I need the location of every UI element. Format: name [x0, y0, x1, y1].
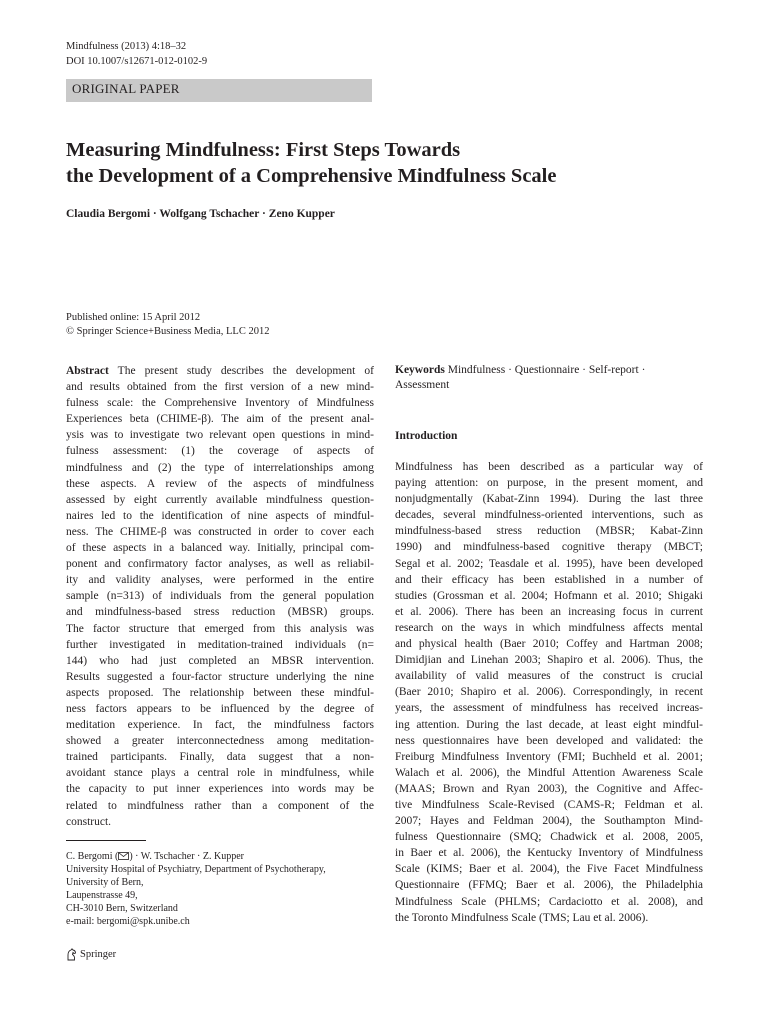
published-date: Published online: 15 April 2012: [66, 312, 201, 323]
keywords-list: Mindfulness · Questionnaire · Self-report ·: [444, 364, 646, 376]
keywords-label: Keywords: [395, 364, 445, 376]
abstract-line: Abstract The present study describes the development of: [66, 365, 374, 377]
abstract-line: naires led to the identification of nine aspects of mindful-: [66, 509, 374, 522]
envelope-icon[interactable]: [118, 852, 129, 860]
affiliation-line: CH-3010 Bern, Switzerland: [66, 903, 178, 915]
intro-line: Mindfulness has been described as a particular way of: [395, 461, 703, 473]
intro-line: availability of valid measures of the construct is crucial: [395, 670, 703, 683]
intro-line: years, the assessment of mindfulness has received increas-: [395, 702, 703, 715]
abstract-line: of these aspects in a balanced way. Initially, principal com-: [66, 542, 374, 555]
abstract-line: trained participants. Finally, data suggest that a non-: [66, 751, 374, 764]
article-type-banner: ORIGINAL PAPER: [66, 79, 372, 102]
title-line-1: Measuring Mindfulness: First Steps Towards: [66, 139, 461, 161]
abstract-line: The factor structure that emerged from this analysis was: [66, 622, 374, 635]
abstract-label: Abstract: [66, 365, 109, 377]
intro-line: ing attention. During the last decade, at least eight mindful-: [395, 718, 703, 731]
intro-line: and physical health (Baer 2010; Coffey and Hartman 2008;: [395, 638, 703, 651]
intro-line: Questionnaire (FFMQ; Baer et al. 2006), the Philadelphia: [395, 879, 703, 892]
intro-line: ness questionnaires have been developed and validated: the: [395, 734, 703, 747]
affiliation-line: University of Bern,: [66, 877, 144, 889]
abstract-line: fulness scale: the Comprehensive Inventory of Mindfulness: [66, 397, 374, 410]
abstract: [66, 363, 374, 830]
publication-info: [66, 311, 269, 339]
abstract-line: and results obtained from the first version of a new mind-: [66, 381, 374, 394]
abstract-line: Experiences beta (CHIME-β). The aim of the present anal-: [66, 413, 374, 426]
author-list: Claudia Bergomi · Wolfgang Tschacher · Zeno Kupper: [66, 208, 335, 220]
affiliation-line: University Hospital of Psychiatry, Department of Psychotherapy,: [66, 864, 326, 876]
intro-line: Walach et al. 2006), the Mindful Attention Awareness Scale: [395, 766, 703, 779]
abstract-line: ponent and confirmatory factor analyses, as well as reliabil-: [66, 558, 374, 571]
doi[interactable]: DOI 10.1007/s12671-012-0102-9: [66, 56, 208, 67]
intro-line: fulness Questionnaire (SMQ; Chadwick et al. 2008, 2005,: [395, 831, 703, 844]
abstract-line: Results suggested a four-factor structure underlying the nine: [66, 670, 374, 683]
intro-line: the Toronto Mindfulness Scale (TMS; Lau et al. 2006).: [395, 911, 649, 924]
abstract-line: aspects proposed. The relationship between these mindful-: [66, 686, 374, 699]
abstract-line: ness. The CHIME-β was constructed in order to cover each: [66, 525, 374, 538]
abstract-line: ysis was to investigate two relevant open questions in mind-: [66, 429, 374, 442]
footnote-rule: [66, 840, 146, 841]
intro-line: in Baer et al. 2006), the Kentucky Inventory of Mindfulness: [395, 847, 703, 860]
intro-line: decades, several mindfulness-oriented interventions, such as: [395, 509, 703, 522]
author-affiliation: [66, 850, 326, 929]
copyright-notice: © Springer Science+Business Media, LLC 2012: [66, 326, 270, 337]
intro-line: mindfulness-based stress reduction (MBSR; Kabat-Zinn: [395, 525, 703, 538]
abstract-line: these aspects. A review of the aspects of mindfulness: [66, 477, 374, 490]
publisher-name: Springer: [80, 949, 117, 960]
abstract-line: further investigated in meditation-trained individuals (n=: [66, 638, 374, 651]
abstract-line: avoidant stance plays a central role in mindfulness, while: [66, 767, 374, 780]
intro-line: (MAAS; Brown and Ryan 2003), the Cognitive and Affec-: [395, 782, 703, 795]
abstract-line: and mindfulness-based stress reduction (MBSR) groups.: [66, 606, 374, 619]
intro-line: tive Mindfulness Scale-Revised (CAMS-R; Feldman et al.: [395, 798, 703, 811]
intro-line: et al. 2006). There has been an increasing focus in current: [395, 605, 703, 618]
intro-line: research on the ways in which mindfulness affects mental: [395, 621, 703, 634]
abstract-line: mindfulness and (2) the type of interrelationships among: [66, 461, 374, 474]
correspondence-line: C. Bergomi ( ) · W. Tschacher · Z. Kupper: [66, 851, 244, 862]
abstract-line: construct.: [66, 815, 112, 828]
email-line[interactable]: e-mail: bergomi@spk.unibe.ch: [66, 916, 190, 928]
intro-line: 1990) and mindfulness-based cognitive therapy (MBCT;: [395, 541, 703, 554]
abstract-line: showed a greater interconnectedness among meditation-: [66, 735, 374, 748]
springer-horse-icon: [66, 948, 77, 961]
paper-title: [66, 137, 706, 189]
intro-line: Freiburg Mindfulness Inventory (FMI; Buchheld et al. 2001;: [395, 750, 703, 763]
abstract-line: ity and validity analyses, were performed in the entire: [66, 574, 374, 587]
intro-line: nonjudgmentally (Kabat-Zinn 1994). During the last three: [395, 493, 703, 506]
intro-line: paying attention: on purpose, in the present moment, and: [395, 477, 703, 490]
intro-line: Segal et al. 2002; Teasdale et al. 1995), have been developed: [395, 557, 703, 570]
intro-line: Dimidjian and Linehan 2003; Shapiro et al. 2006). Thus, the: [395, 654, 703, 667]
intro-line: (Baer 2010; Shapiro et al. 2006). Correspondingly, in recent: [395, 686, 703, 699]
intro-line: Scale (KIMS; Baer et al. 2004), the Five Facet Mindfulness: [395, 863, 703, 876]
abstract-line: meditation experience. In fact, the mindfulness factors: [66, 719, 374, 732]
introduction-body: [395, 459, 703, 926]
intro-line: studies (Grossman et al. 2004; Hofmann et al. 2010; Shigaki: [395, 589, 703, 602]
intro-line: Mindfulness Scale (PHLMS; Cardaciotto et al. 2008), and: [395, 895, 703, 908]
keywords-list-cont: Assessment: [395, 379, 450, 391]
intro-line: 2007; Hayes and Feldman 2004), the Southampton Mind-: [395, 815, 703, 828]
abstract-line: fulness assessment: (1) the coverage of aspects of: [66, 445, 374, 458]
abstract-line: the capacity to put inner experiences into words may be: [66, 783, 374, 796]
publisher-footer: [66, 948, 116, 961]
title-line-2: the Development of a Comprehensive Mindfulness Scale: [66, 165, 557, 187]
abstract-line: related to mindfulness rather than a component of the: [66, 799, 374, 812]
abstract-line: 144) who had just completed an MBSR intervention.: [66, 654, 374, 667]
abstract-line: assessed by eight currently available mindfulness question-: [66, 493, 374, 506]
abstract-line: sample (n=313) of individuals from the general population: [66, 590, 374, 603]
section-heading-introduction: Introduction: [395, 430, 458, 442]
abstract-line: ness factors appears to be influenced by the degree of: [66, 702, 374, 715]
affiliation-line: Laupenstrasse 49,: [66, 890, 138, 902]
intro-line: and their efficacy has been established in a number of: [395, 573, 703, 586]
keywords: [395, 363, 695, 393]
journal-citation: Mindfulness (2013) 4:18–32: [66, 41, 187, 52]
